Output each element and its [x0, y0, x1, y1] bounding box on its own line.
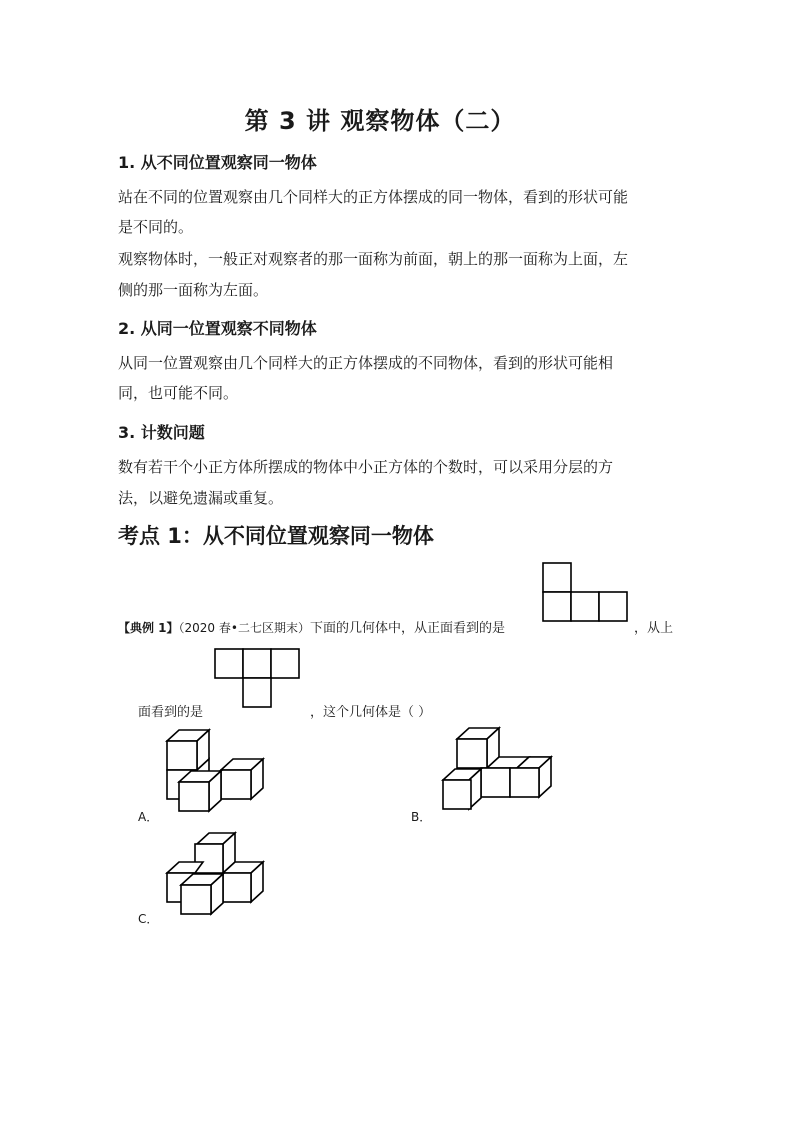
- example-tag: 【典例 1】: [118, 621, 179, 635]
- section-1-heading: 1. 从不同位置观察同一物体: [118, 153, 317, 172]
- section-2-line-1: 从同一位置观察由几个同样大的正方体摆成的不同物体，看到的形状可能相: [118, 354, 614, 372]
- option-b-cubes-figure: [441, 727, 553, 811]
- example-text-from-top: ，从上: [634, 621, 674, 636]
- section-1-line-4: 侧的那一面称为左面。: [118, 281, 269, 299]
- section-1-line-2: 是不同的。: [118, 218, 194, 236]
- section-3-line-1: 数有若干个小正方体所摆成的物体中小正方体的个数时，可以采用分层的方: [118, 458, 614, 476]
- front-view-figure: [542, 562, 628, 622]
- example-source: （2020 春•二七区期末）: [178, 621, 310, 635]
- option-c-cubes-figure: [163, 832, 267, 916]
- section-3-line-2: 法，以避免遗漏或重复。: [118, 489, 284, 507]
- example-line-1: [118, 617, 505, 636]
- key-point-heading: 考点 1：从不同位置观察同一物体: [118, 524, 434, 548]
- section-3-heading: 3. 计数问题: [118, 423, 205, 442]
- top-view-figure: [214, 648, 300, 708]
- option-b-label[interactable]: B．: [411, 810, 432, 824]
- section-2-heading: 2. 从同一位置观察不同物体: [118, 319, 317, 338]
- section-1-line-1: 站在不同的位置观察由几个同样大的正方体摆成的同一物体，看到的形状可能: [118, 188, 629, 206]
- option-a-label[interactable]: A．: [138, 810, 159, 824]
- page-title: 第 3 讲 观察物体（二）: [244, 107, 516, 135]
- option-a-cubes-figure: [163, 729, 267, 813]
- example-text-top-view: 面看到的是: [138, 705, 204, 720]
- section-2-line-2: 同，也可能不同。: [118, 384, 239, 402]
- section-1-line-3: 观察物体时，一般正对观察者的那一面称为前面，朝上的那一面称为上面，左: [118, 250, 629, 268]
- example-text-question: ，这个几何体是（ ）: [310, 705, 432, 720]
- example-text-front-view: 下面的几何体中，从正面看到的是: [309, 621, 505, 636]
- option-c-label[interactable]: C．: [138, 912, 159, 926]
